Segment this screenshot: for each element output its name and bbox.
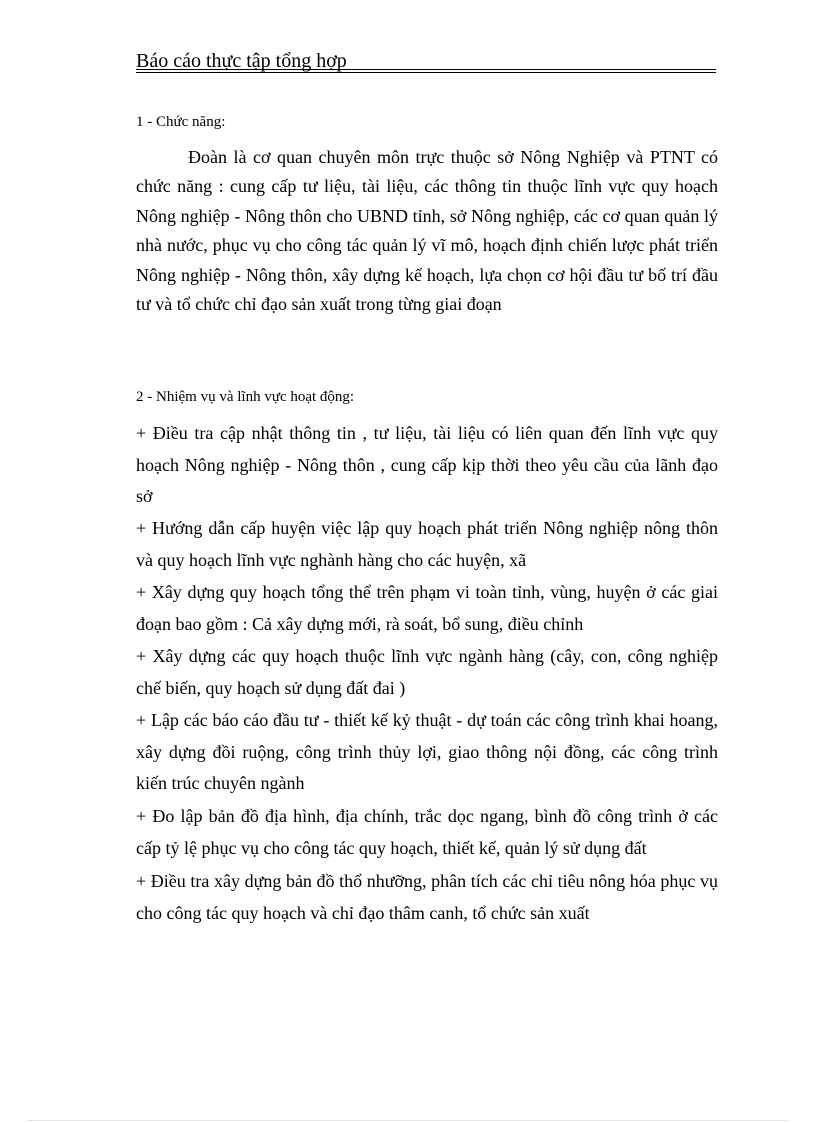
header-title: Báo cáo thực tập tổng hợp (136, 50, 347, 72)
page-header (136, 50, 716, 74)
header-rule (136, 69, 716, 70)
duty-item: + Điều tra xây dựng bản đồ thổ nhưỡng, phân tích các chỉ tiêu nông hóa phục vụ cho công tác quy hoạch và chỉ đạo thâm canh, tổ chức sản xuất (136, 871, 718, 923)
section-1-heading: 1 - Chức năng: (136, 114, 226, 130)
section-1-paragraph: Đoàn là cơ quan chuyên môn trực thuộc sở Nông Nghiệp và PTNT có chức năng : cung cấp tư liệu, tài liệu, các thông tin thuộc lĩnh vực quy hoạch Nông nghiệp - Nông thôn cho UBND tỉnh, sở Nông nghiệp, các cơ quan quản lý nhà nước, phục vụ cho công tác quản lý vĩ mô, hoạch định chiến lược phát triển Nông nghiệp - Nông thôn, xây dựng kế hoạch, lựa chọn cơ hội đầu tư bố trí đầu tư và tổ chức chỉ đạo sản xuất trong từng giai đoạn (136, 147, 718, 315)
duty-item: + Hướng dẫn cấp huyện việc lập quy hoạch phát triển Nông nghiệp nông thôn và quy hoạch lĩnh vực nghành hàng cho các huyện, xã (136, 518, 718, 570)
duty-item: + Điều tra cập nhật thông tin , tư liệu, tài liệu có liên quan đến lĩnh vực quy hoạch Nông nghiệp - Nông thôn , cung cấp kịp thời theo yêu cầu của lãnh đạo sở (136, 423, 718, 506)
header-rule-double (136, 72, 716, 73)
section-2-heading: 2 - Nhiệm vụ và lĩnh vực hoạt động: (136, 389, 355, 405)
duty-item: + Xây dựng quy hoạch tổng thể trên phạm vi toàn tỉnh, vùng, huyện ở các giai đoạn bao gồm : Cả xây dựng mới, rà soát, bổ sung, điều chỉnh (136, 582, 718, 634)
duty-item: + Lập các báo cáo đầu tư - thiết kế kỷ thuật - dự toán các công trình khai hoang, xây dựng đồi ruộng, công trình thủy lợi, giao thông nội đồng, các công trình kiến trúc chuyên ngành (136, 710, 718, 793)
page-bottom-border (28, 1120, 788, 1121)
duty-item: + Đo lập bản đồ địa hình, địa chính, trắc dọc ngang, bình đồ công trình ở các cấp tỷ lệ phục vụ cho công tác quy hoạch, thiết kế, quản lý sử dụng đất (136, 806, 718, 858)
duty-item: + Xây dựng các quy hoạch thuộc lĩnh vực ngành hàng (cây, con, công nghiệp chế biến, quy hoạch sử dụng đất đai ) (136, 646, 718, 698)
